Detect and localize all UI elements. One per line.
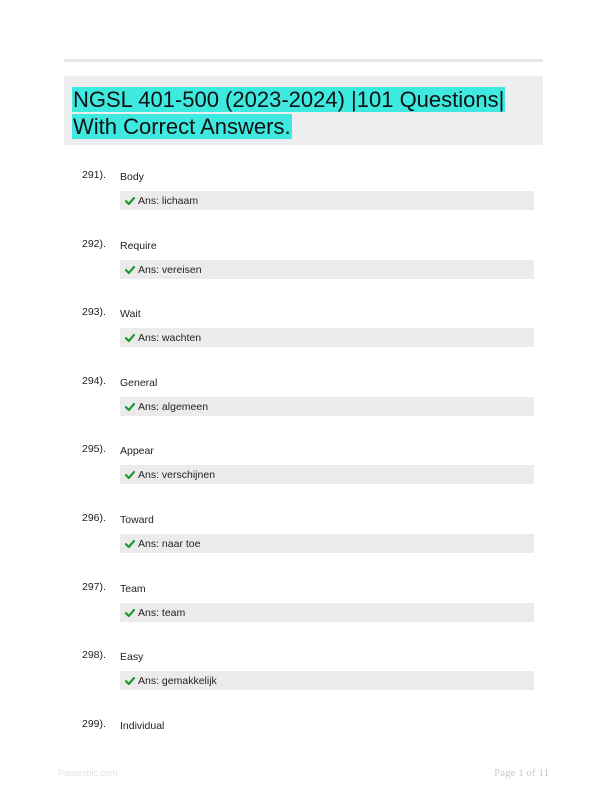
answer-box — [120, 671, 534, 690]
footer-watermark: Papersbic.com — [58, 768, 118, 778]
question-term: General — [120, 377, 158, 389]
top-divider — [64, 59, 543, 62]
checkmark-icon — [125, 539, 135, 549]
page-number: Page 1 of 11 — [494, 767, 549, 779]
checkmark-icon — [125, 608, 135, 618]
answer-text: Ans: algemeen — [138, 400, 209, 413]
question-item — [0, 238, 606, 298]
question-number: 295). — [82, 443, 106, 455]
question-number: 292). — [82, 238, 106, 250]
question-term: Individual — [120, 720, 165, 732]
question-item — [0, 649, 606, 709]
question-number: 296). — [82, 512, 106, 524]
question-number: 294). — [82, 375, 106, 387]
question-item — [0, 306, 606, 366]
question-term: Team — [120, 583, 146, 595]
checkmark-icon — [125, 333, 135, 343]
answer-text: Ans: team — [138, 606, 186, 619]
question-number: 299). — [82, 718, 106, 730]
question-term: Require — [120, 240, 157, 252]
question-term: Body — [120, 171, 144, 183]
question-item — [0, 512, 606, 572]
question-term: Easy — [120, 651, 144, 663]
answer-box — [120, 260, 534, 279]
answer-box — [120, 465, 534, 484]
answer-box — [120, 328, 534, 347]
question-term: Wait — [120, 308, 141, 320]
answer-box — [120, 603, 534, 622]
question-number: 297). — [82, 581, 106, 593]
checkmark-icon — [125, 470, 135, 480]
answer-text: Ans: verschijnen — [138, 468, 216, 481]
question-term: Appear — [120, 445, 154, 457]
answer-text: Ans: vereisen — [138, 263, 202, 276]
checkmark-icon — [125, 402, 135, 412]
answer-text: Ans: wachten — [138, 331, 202, 344]
answer-box — [120, 191, 534, 210]
checkmark-icon — [125, 196, 135, 206]
question-item — [0, 581, 606, 641]
checkmark-icon — [125, 676, 135, 686]
answer-box — [120, 534, 534, 553]
question-item — [0, 443, 606, 503]
question-item — [0, 375, 606, 435]
answer-box — [120, 397, 534, 416]
question-number: 298). — [82, 649, 106, 661]
question-number: 293). — [82, 306, 106, 318]
answer-text: Ans: lichaam — [138, 194, 199, 207]
question-number: 291). — [82, 169, 106, 181]
question-item — [0, 169, 606, 229]
question-term: Toward — [120, 514, 154, 526]
checkmark-icon — [125, 265, 135, 275]
answer-text: Ans: gemakkelijk — [138, 674, 217, 687]
document-title: NGSL 401-500 (2023-2024) |101 Questions| With Correct Answers. — [73, 87, 505, 139]
answer-text: Ans: naar toe — [138, 537, 201, 550]
